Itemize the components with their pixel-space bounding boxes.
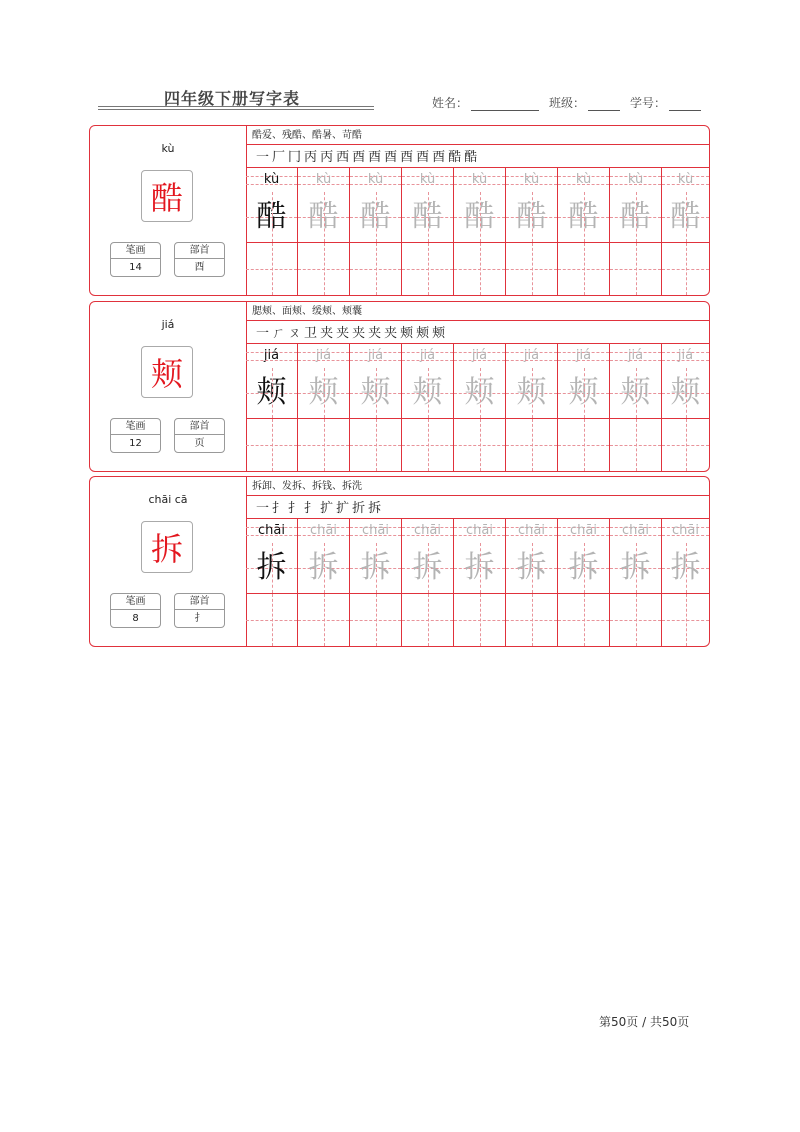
pinyin-text: jiá: [315, 348, 332, 363]
practice-char: 酷: [568, 199, 599, 234]
empty-writing-cell[interactable]: [506, 594, 558, 646]
radical-value: 酉: [194, 262, 205, 273]
trace-char-cell[interactable]: [610, 543, 662, 593]
pinyin-cell: [662, 519, 709, 543]
practice-char: 拆: [464, 550, 495, 585]
practice-char: 颊: [412, 375, 443, 410]
practice-grid: [246, 477, 709, 646]
row-divider: [246, 144, 709, 145]
title-underline: [98, 109, 374, 110]
radical-value: 扌: [194, 613, 205, 624]
pinyin-cell: [298, 344, 350, 368]
trace-char-cell[interactable]: [662, 543, 709, 593]
stroke-step: ㄏ: [272, 326, 287, 341]
char-pinyin: jiá: [161, 318, 175, 331]
pinyin-text: chāi: [622, 523, 649, 538]
stroke-count-value: 14: [129, 262, 142, 273]
radical-box: [174, 418, 225, 453]
stroke-step: ㄡ: [288, 326, 303, 341]
practice-char: 酷: [308, 199, 339, 234]
char-info-panel: [90, 126, 247, 295]
pinyin-cell: [402, 519, 454, 543]
stroke-step: 厂: [272, 150, 287, 165]
stroke-count-value: 8: [132, 613, 139, 624]
student-info: [432, 94, 701, 111]
practice-char: 酷: [412, 199, 443, 234]
stroke-order: [256, 497, 384, 516]
empty-writing-cell[interactable]: [610, 243, 662, 295]
pinyin-text: kù: [315, 172, 332, 187]
stroke-order: [256, 322, 448, 341]
pinyin-cell: [662, 344, 709, 368]
pinyin-cell: [558, 519, 610, 543]
pinyin-cell: [350, 168, 402, 192]
empty-writing-cell[interactable]: [298, 243, 350, 295]
stroke-count-box: [110, 593, 161, 628]
empty-writing-cell[interactable]: [298, 419, 350, 471]
pinyin-cell: [558, 168, 610, 192]
trace-char-cell[interactable]: [402, 543, 454, 593]
stroke-count-value: 12: [129, 438, 142, 449]
empty-writing-cell[interactable]: [662, 419, 709, 471]
student-id-field[interactable]: [630, 94, 701, 111]
stroke-count-box: [110, 242, 161, 277]
trace-char-cell[interactable]: [454, 543, 506, 593]
pinyin-text: jiá: [677, 348, 694, 363]
model-char-cell[interactable]: [246, 543, 298, 593]
pinyin-text: kù: [263, 172, 280, 187]
trace-char-cell[interactable]: [506, 368, 558, 418]
practice-char: 拆: [412, 550, 443, 585]
practice-char: 酷: [670, 199, 701, 234]
stroke-step: 扩: [336, 501, 351, 516]
example-words: 拆卸、发拆、拆钱、拆洗: [252, 481, 362, 492]
stroke-step: 夹: [336, 326, 351, 341]
character-card: [89, 476, 710, 647]
stroke-step: 酉: [368, 150, 383, 165]
stroke-step: 拆: [368, 501, 383, 516]
class-blank[interactable]: [588, 98, 620, 111]
pinyin-cell: [506, 168, 558, 192]
empty-writing-cell[interactable]: [246, 419, 298, 471]
practice-grid: [246, 302, 709, 471]
stroke-step: 西: [336, 150, 351, 165]
pinyin-cell: [610, 168, 662, 192]
practice-char: 拆: [256, 550, 287, 585]
stroke-step: 酉: [432, 150, 447, 165]
pinyin-cell: [350, 344, 402, 368]
stroke-count-label: 笔画: [111, 594, 160, 610]
big-character: 拆: [141, 521, 193, 573]
empty-writing-cell[interactable]: [350, 594, 402, 646]
stroke-step: 夹: [384, 326, 399, 341]
trace-char-cell[interactable]: [298, 368, 350, 418]
stroke-step: 扌: [272, 501, 287, 516]
stroke-step: 颊: [400, 326, 415, 341]
empty-writing-cell[interactable]: [350, 243, 402, 295]
row-divider: [246, 320, 709, 321]
trace-char-cell[interactable]: [402, 368, 454, 418]
stroke-step: 丙: [304, 150, 319, 165]
practice-char: 拆: [670, 550, 701, 585]
practice-char: 颊: [464, 375, 495, 410]
trace-char-cell[interactable]: [558, 368, 610, 418]
class-label: 班级：: [549, 96, 586, 110]
pinyin-cell: [454, 168, 506, 192]
pinyin-cell: [402, 168, 454, 192]
stroke-step: 酉: [400, 150, 415, 165]
pinyin-text: jiá: [627, 348, 644, 363]
practice-char: 颊: [308, 375, 339, 410]
stroke-step: 颊: [432, 326, 447, 341]
empty-writing-cell[interactable]: [454, 243, 506, 295]
stroke-step: 一: [256, 150, 271, 165]
pinyin-text: chāi: [258, 523, 285, 538]
pinyin-text: kù: [419, 172, 436, 187]
character-card: [89, 301, 710, 472]
stroke-step: 酷: [448, 150, 463, 165]
pinyin-cell: [246, 168, 298, 192]
pinyin-text: kù: [523, 172, 540, 187]
big-character: 酷: [141, 170, 193, 222]
pinyin-cell: [610, 344, 662, 368]
character-row: [246, 368, 709, 418]
pinyin-cell: [246, 344, 298, 368]
student-id-label: 学号：: [630, 96, 667, 110]
big-character: 颊: [141, 346, 193, 398]
practice-char: 颊: [620, 375, 651, 410]
empty-writing-cell[interactable]: [662, 243, 709, 295]
page-title: 四年级下册写字表: [164, 89, 301, 108]
name-blank[interactable]: [471, 98, 539, 111]
empty-writing-cell[interactable]: [246, 594, 298, 646]
practice-char: 颊: [516, 375, 547, 410]
stroke-step: 扌: [304, 501, 319, 516]
name-label: 姓名：: [432, 96, 469, 110]
stroke-step: 冂: [288, 150, 303, 165]
trace-char-cell[interactable]: [558, 192, 610, 242]
trace-char-cell[interactable]: [350, 368, 402, 418]
trace-char-cell[interactable]: [558, 543, 610, 593]
trace-char-cell[interactable]: [610, 368, 662, 418]
pinyin-text: chāi: [310, 523, 337, 538]
trace-char-cell[interactable]: [662, 192, 709, 242]
practice-char: 拆: [516, 550, 547, 585]
class-field[interactable]: [549, 94, 620, 111]
empty-writing-cell[interactable]: [558, 594, 610, 646]
pinyin-row: [246, 519, 709, 543]
trace-char-cell[interactable]: [402, 192, 454, 242]
stroke-step: 夹: [352, 326, 367, 341]
pinyin-cell: [506, 344, 558, 368]
character-row: [246, 192, 709, 242]
pinyin-text: chāi: [672, 523, 699, 538]
pinyin-text: jiá: [367, 348, 384, 363]
stroke-step: 酉: [352, 150, 367, 165]
trace-char-cell[interactable]: [454, 192, 506, 242]
practice-char: 拆: [360, 550, 391, 585]
page-footer: 第50页 / 共50页: [599, 1015, 690, 1029]
title-underline: [98, 106, 374, 107]
pinyin-text: kù: [677, 172, 694, 187]
practice-char: 拆: [308, 550, 339, 585]
practice-char: 酷: [620, 199, 651, 234]
practice-char: 颊: [568, 375, 599, 410]
stroke-step: 一: [256, 501, 271, 516]
empty-writing-cell[interactable]: [350, 419, 402, 471]
trace-char-cell[interactable]: [506, 192, 558, 242]
char-info-panel: [90, 302, 247, 471]
pinyin-cell: [558, 344, 610, 368]
stroke-step: 颊: [416, 326, 431, 341]
blank-row: [246, 594, 709, 646]
trace-char-cell[interactable]: [662, 368, 709, 418]
empty-writing-cell[interactable]: [558, 243, 610, 295]
empty-writing-cell[interactable]: [558, 419, 610, 471]
pinyin-cell: [350, 519, 402, 543]
trace-char-cell[interactable]: [350, 192, 402, 242]
practice-char: 酷: [464, 199, 495, 234]
model-char-cell[interactable]: [246, 192, 298, 242]
empty-writing-cell[interactable]: [402, 419, 454, 471]
name-field[interactable]: [432, 94, 539, 111]
char-pinyin: chāi cā: [148, 493, 188, 506]
trace-char-cell[interactable]: [454, 368, 506, 418]
row-divider: [246, 495, 709, 496]
radical-value: 页: [194, 438, 205, 449]
pinyin-cell: [298, 519, 350, 543]
practice-char: 酷: [256, 199, 287, 234]
pinyin-cell: [506, 519, 558, 543]
pinyin-text: chāi: [362, 523, 389, 538]
pinyin-text: chāi: [466, 523, 493, 538]
stroke-step: 一: [256, 326, 271, 341]
blank-row: [246, 243, 709, 295]
pinyin-text: chāi: [518, 523, 545, 538]
pinyin-cell: [298, 168, 350, 192]
pinyin-cell: [402, 344, 454, 368]
empty-writing-cell[interactable]: [402, 243, 454, 295]
blank-row: [246, 419, 709, 471]
stroke-step: 丙: [320, 150, 335, 165]
empty-writing-cell[interactable]: [298, 594, 350, 646]
empty-writing-cell[interactable]: [662, 594, 709, 646]
pinyin-text: kù: [627, 172, 644, 187]
empty-writing-cell[interactable]: [506, 419, 558, 471]
stroke-step: 扌: [288, 501, 303, 516]
model-char-cell[interactable]: [246, 368, 298, 418]
practice-char: 酷: [360, 199, 391, 234]
pinyin-text: kù: [367, 172, 384, 187]
radical-label: 部首: [175, 419, 224, 435]
trace-char-cell[interactable]: [298, 543, 350, 593]
character-card: [89, 125, 710, 296]
example-words: 酷爱、残酷、酷暑、苛酷: [252, 130, 362, 141]
pinyin-row: [246, 168, 709, 192]
stroke-step: 酉: [416, 150, 431, 165]
pinyin-cell: [610, 519, 662, 543]
pinyin-cell: [246, 519, 298, 543]
trace-char-cell[interactable]: [350, 543, 402, 593]
practice-grid: [246, 126, 709, 295]
pinyin-text: jiá: [523, 348, 540, 363]
practice-char: 颊: [256, 375, 287, 410]
stroke-step: 卫: [304, 326, 319, 341]
empty-writing-cell[interactable]: [454, 594, 506, 646]
pinyin-text: kù: [471, 172, 488, 187]
empty-writing-cell[interactable]: [610, 594, 662, 646]
practice-char: 颊: [360, 375, 391, 410]
pinyin-row: [246, 344, 709, 368]
radical-label: 部首: [175, 594, 224, 610]
stroke-count-label: 笔画: [111, 243, 160, 259]
radical-box: [174, 242, 225, 277]
pinyin-cell: [454, 344, 506, 368]
stroke-step: 夹: [368, 326, 383, 341]
stroke-count-box: [110, 418, 161, 453]
student-id-blank[interactable]: [669, 98, 701, 111]
pinyin-text: jiá: [471, 348, 488, 363]
stroke-step: 扩: [320, 501, 335, 516]
radical-label: 部首: [175, 243, 224, 259]
pinyin-text: chāi: [570, 523, 597, 538]
example-words: 腮颊、面颊、缓颊、颊囊: [252, 306, 362, 317]
char-pinyin: kù: [161, 142, 175, 155]
stroke-order: [256, 146, 480, 165]
trace-char-cell[interactable]: [610, 192, 662, 242]
trace-char-cell[interactable]: [298, 192, 350, 242]
stroke-step: 折: [352, 501, 367, 516]
stroke-step: 夹: [320, 326, 335, 341]
practice-char: 拆: [568, 550, 599, 585]
empty-writing-cell[interactable]: [454, 419, 506, 471]
char-info-panel: [90, 477, 247, 646]
empty-writing-cell[interactable]: [610, 419, 662, 471]
pinyin-text: chāi: [414, 523, 441, 538]
character-row: [246, 543, 709, 593]
practice-char: 拆: [620, 550, 651, 585]
empty-writing-cell[interactable]: [506, 243, 558, 295]
pinyin-text: jiá: [575, 348, 592, 363]
empty-writing-cell[interactable]: [246, 243, 298, 295]
practice-char: 酷: [516, 199, 547, 234]
pinyin-text: jiá: [419, 348, 436, 363]
stroke-count-label: 笔画: [111, 419, 160, 435]
pinyin-cell: [662, 168, 709, 192]
pinyin-text: jiá: [263, 348, 280, 363]
radical-box: [174, 593, 225, 628]
stroke-step: 酉: [384, 150, 399, 165]
trace-char-cell[interactable]: [506, 543, 558, 593]
practice-char: 颊: [670, 375, 701, 410]
stroke-step: 酷: [464, 150, 479, 165]
pinyin-text: kù: [575, 172, 592, 187]
empty-writing-cell[interactable]: [402, 594, 454, 646]
pinyin-cell: [454, 519, 506, 543]
